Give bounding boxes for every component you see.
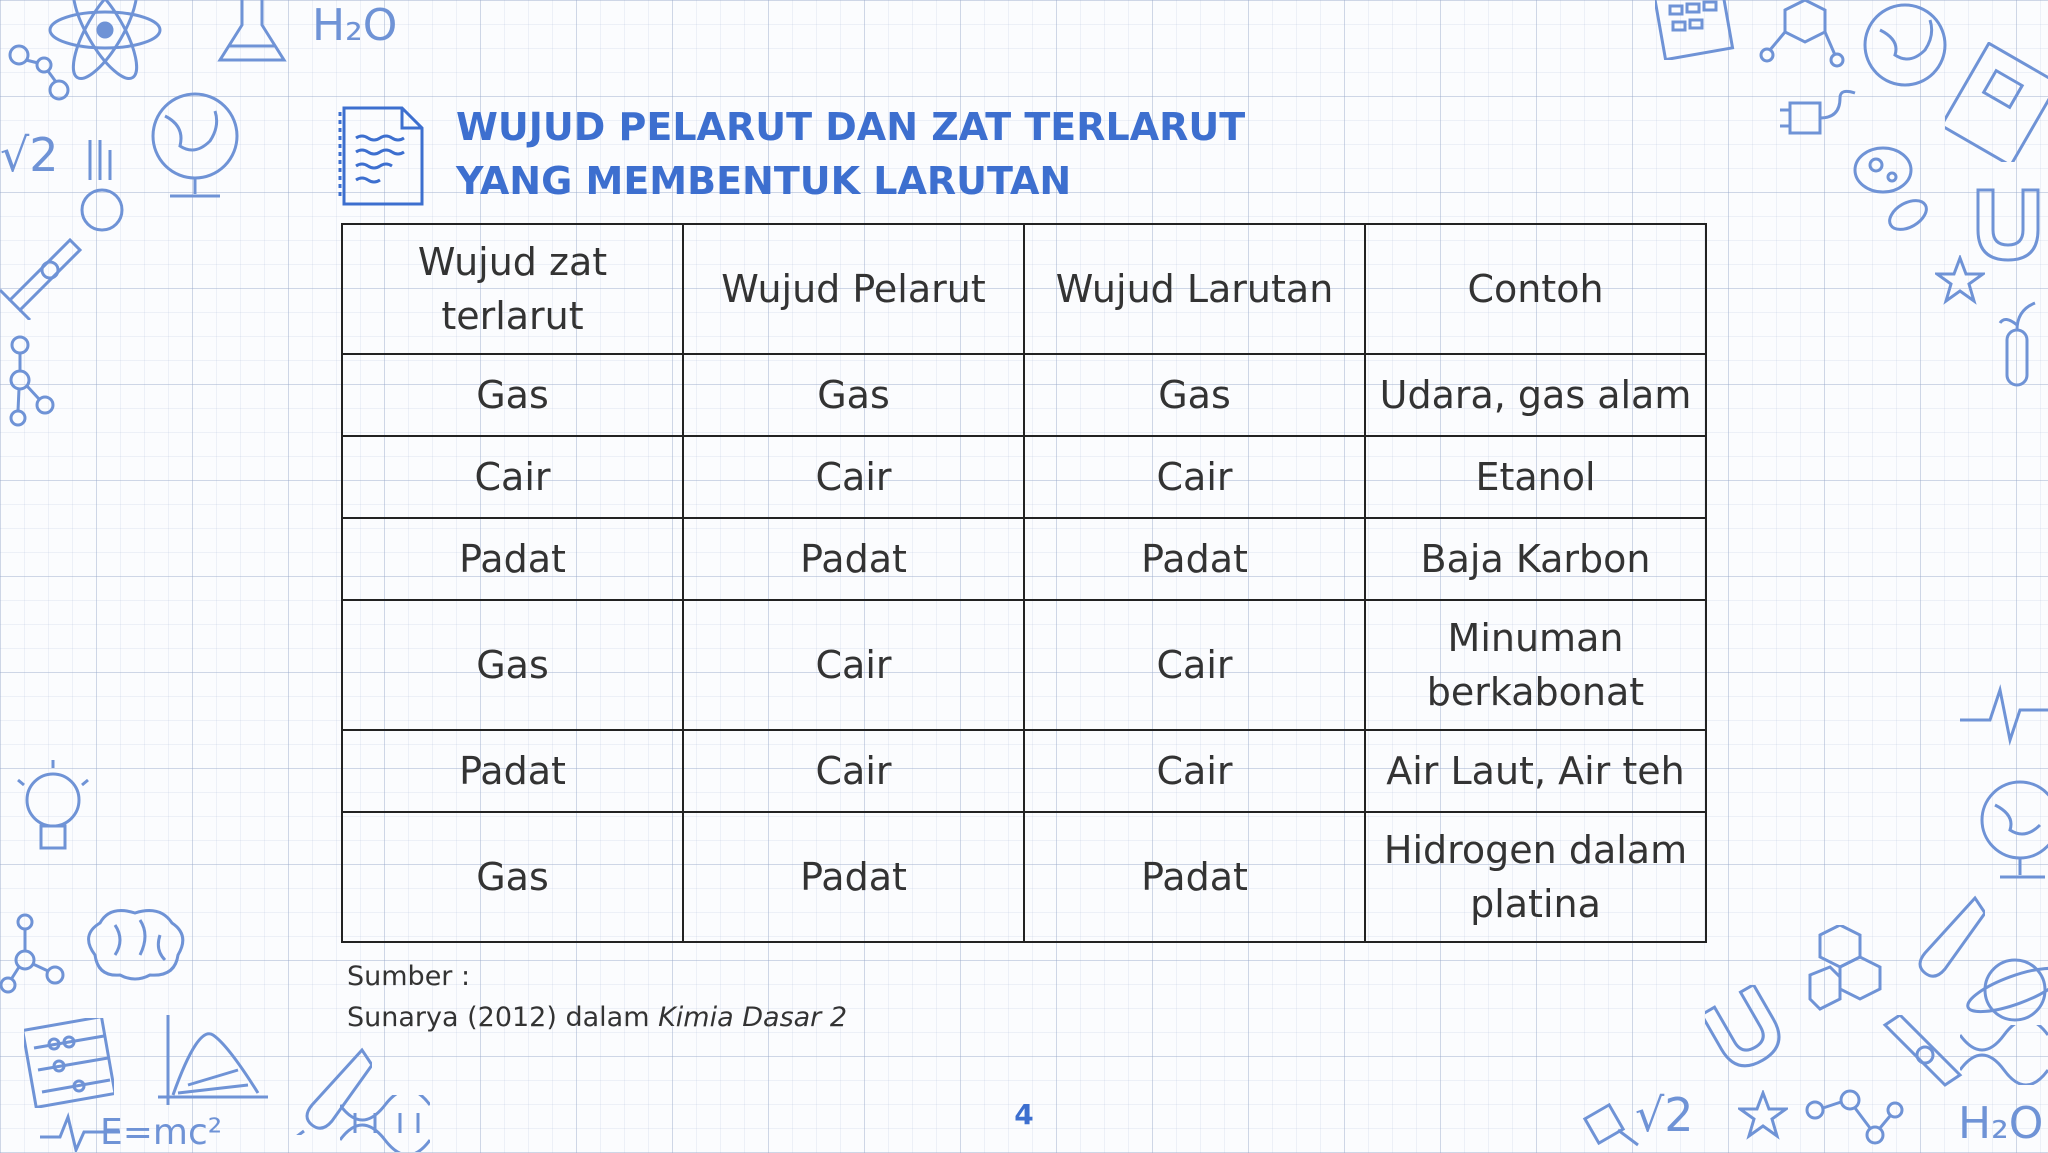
table-cell: Etanol	[1365, 436, 1706, 518]
hexagon-molecule-icon	[1755, 0, 1845, 75]
table-cell: Padat	[342, 518, 683, 600]
solution-states-table	[341, 223, 1707, 943]
globe-icon	[140, 86, 250, 206]
source-citation	[347, 997, 847, 1038]
slide-title-line-1: WUJUD PELARUT DAN ZAT TERLARUT	[456, 105, 1246, 149]
table-cell: Padat	[1024, 812, 1365, 942]
emc2-text: E=mc²	[100, 1112, 223, 1153]
table-cell: Padat	[683, 812, 1024, 942]
citation-prefix: Sunarya (2012) dalam	[347, 1002, 659, 1033]
table-row	[342, 436, 1706, 518]
table-cell: Cair	[1024, 600, 1365, 730]
apple-icon	[70, 140, 130, 240]
table-row	[342, 812, 1706, 942]
table-row	[342, 730, 1706, 812]
source-label: Sumber :	[347, 961, 471, 992]
globe-icon-bottom-right	[1975, 775, 2048, 885]
h2o-text-top: H₂O	[312, 0, 398, 51]
table-cell: Cair	[683, 600, 1024, 730]
slide-title-line-2: YANG MEMBENTUK LARUTAN	[456, 159, 1072, 203]
citation-title: Kimia Dasar 2	[658, 1002, 848, 1033]
heartbeat-icon	[1960, 680, 2048, 750]
table-row	[342, 354, 1706, 436]
molecule-icon-left	[0, 330, 70, 430]
h2o-text-bottom: H₂O	[1958, 1098, 2044, 1149]
table-row	[342, 600, 1706, 730]
molecule-icon	[4, 40, 84, 110]
table-cell: Minuman berkabonat	[1365, 600, 1706, 730]
table-header-row	[342, 224, 1706, 354]
sqrt-icon-right: √2	[1635, 1088, 1694, 1142]
molecule-icon-bottom	[0, 910, 70, 1010]
abacus-icon	[24, 1018, 114, 1108]
column-header: Contoh	[1365, 224, 1706, 354]
table-cell: Air Laut, Air teh	[1365, 730, 1706, 812]
table-cell: Padat	[342, 730, 683, 812]
sqrt-icon: √2	[0, 128, 59, 182]
table-cell: Gas	[342, 600, 683, 730]
table-cell: Udara, gas alam	[1365, 354, 1706, 436]
rocket-icon	[0, 230, 90, 320]
column-header: Wujud zat terlarut	[342, 224, 683, 354]
column-header: Wujud Larutan	[1024, 224, 1365, 354]
plant-tube-icon	[1995, 295, 2045, 395]
dna-icon-right	[1960, 1025, 2048, 1085]
table-cell: Cair	[1024, 436, 1365, 518]
table-row	[342, 518, 1706, 600]
page-number: 4	[1014, 1098, 1034, 1131]
flask-icon	[212, 0, 292, 70]
table-cell: Gas	[342, 812, 683, 942]
column-header: Wujud Pelarut	[683, 224, 1024, 354]
star-icon	[1935, 255, 1985, 305]
table-cell: Gas	[342, 354, 683, 436]
table-cell: Hidrogen dalam platina	[1365, 812, 1706, 942]
brain-icon	[80, 905, 190, 985]
slide-title	[456, 100, 1245, 208]
calculator-icon	[1655, 0, 1735, 60]
document-icon	[338, 104, 426, 208]
bacteria-icon	[1848, 135, 1938, 235]
table-cell: Gas	[1024, 354, 1365, 436]
hexagon-cluster-icon	[1800, 925, 1890, 1025]
source-note	[347, 956, 847, 1038]
table-cell: Baja Karbon	[1365, 518, 1706, 600]
table-cell: Cair	[342, 436, 683, 518]
table-cell: Cair	[683, 730, 1024, 812]
table-cell: Padat	[683, 518, 1024, 600]
lightbulb-icon	[8, 760, 98, 870]
table-cell: Cair	[1024, 730, 1365, 812]
table-cell: Gas	[683, 354, 1024, 436]
table-cell: Padat	[1024, 518, 1365, 600]
book-icon	[1945, 42, 2048, 162]
table-cell: Cair	[683, 436, 1024, 518]
magnet-icon-bottom	[1705, 985, 1785, 1075]
